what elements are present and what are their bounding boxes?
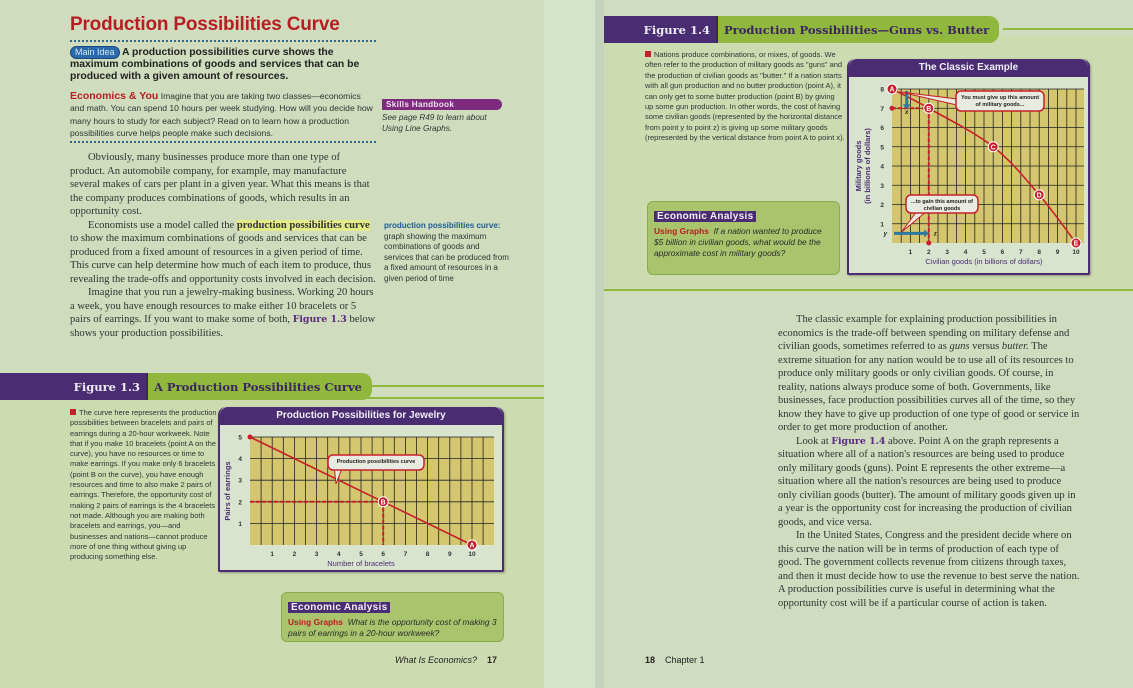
x-tick-label: 10 <box>1072 249 1080 256</box>
x-tick-label: 1 <box>908 249 913 256</box>
y-tick-label: 1 <box>238 520 242 528</box>
page-number: 18 <box>645 655 656 665</box>
figure-name: A Production Possibilities Curve <box>146 373 372 400</box>
jewelry-chart <box>218 407 504 572</box>
y-tick-label: 5 <box>880 144 884 152</box>
x-tick-label: 2 <box>292 551 297 558</box>
y-axis-label: Military goods <box>854 140 863 192</box>
skills-handbook-text: See page R49 to learn about Using Line Graphs. <box>382 113 487 133</box>
paragraph: Obviously, many businesses produce more than one type of product. An automobile company, for example, may manufacture several makes of cars per plant in a given year. What this means is that the company produces combinations of goods, which results in an opportunity cost. <box>70 152 370 217</box>
bullet-square-icon <box>645 51 651 57</box>
glossary-definition: graph showing the maximum combinations of goods and services that can be produced from a fixed amount of resources in a given period of time <box>384 231 509 283</box>
key-term: production possibilities curve <box>236 219 370 231</box>
y-tick-label: 3 <box>238 477 242 485</box>
data-point-label: B <box>380 499 386 507</box>
figure-banner <box>604 16 999 43</box>
guide-origin <box>890 106 895 111</box>
chart-title: The Classic Example <box>849 59 1088 77</box>
page-footer <box>395 655 497 665</box>
text: Look at <box>796 435 832 447</box>
x-tick-label: 5 <box>982 249 986 256</box>
x-axis-label: Civilian goods (in billions of dollars) <box>925 257 1043 266</box>
y-tick-label: 5 <box>238 434 242 442</box>
economic-analysis-box <box>281 592 504 642</box>
paragraph <box>70 286 376 340</box>
caption-text: The curve here represents the production possibilities between bracelets and pairs of earrings during a 20-hour workweek. Note that if you make 10 bracelets (point A on the curve), you have no resources or time to make earrings. If you make only 6 bracelets (point B on the curve), you have enough resources and time to also make 2 pairs of earrings. Therefore, the opportunity cost of making 2 pairs of earrings is the 4 bracelets not made. Although you are making both bracelets and earrings, you—and businesses and nations—cannot produce more of one thing without giving up producing something else. <box>70 408 217 562</box>
figure-banner <box>0 373 372 400</box>
footer-title: What Is Economics? <box>395 655 478 665</box>
text: Economists use a model called the <box>88 219 237 231</box>
paragraph <box>70 219 376 287</box>
callout-text: civilian goods <box>923 206 961 212</box>
bullet-square-icon <box>70 409 76 415</box>
y-tick-label: 2 <box>880 202 884 209</box>
callout-text: ...to gain this amount of <box>910 199 974 205</box>
right-body-text <box>778 313 1080 610</box>
y-tick-label: 7 <box>880 105 884 113</box>
text: above. Point A on the graph represents a situation where all of a nation's resources are being used to produce only military goods (guns). Point E represents the other extreme—a situation where all the nation's resources are being used to produce only civilian goods (butter). The amount of military goods given up in a year is the opportunity cost for increasing the production of civilian goods, and vice versa. <box>778 435 1076 528</box>
guide-origin <box>926 241 931 246</box>
economics-and-you <box>70 90 375 139</box>
main-idea-badge: Main Idea <box>70 46 120 59</box>
callout-text: You must give up this amount <box>960 95 1040 101</box>
y-tick-label: 2 <box>238 499 242 507</box>
x-tick-label: 4 <box>963 249 968 256</box>
callout-text: Production possibilities curve <box>336 459 416 465</box>
data-point-label: A <box>469 542 475 550</box>
x-tick-label: 6 <box>1000 249 1005 256</box>
figure-name: Production Possibilities—Guns vs. Butter <box>716 16 999 43</box>
marker-label-y: y <box>883 231 887 238</box>
glossary-term: production possibilities curve: <box>384 221 501 230</box>
divider <box>604 289 1133 291</box>
paragraph: In the United States, Congress and the president decide where on this curve the nation will be in terms of production of each type of good. The government collects revenue from citizens through taxes, and then it must decide how to use the revenue to best serve the nation. A production possibilities curve is useful in determining what the opportunity cost will be if a particular course of action is taken. <box>778 530 1080 609</box>
figure-number: Figure 1.3 <box>0 373 146 400</box>
marker-label-z: z <box>933 231 937 238</box>
dotted-divider <box>70 141 376 143</box>
callout-text: of military goods... <box>975 102 1025 108</box>
y-tick-label: 1 <box>880 221 884 229</box>
data-point-label: E <box>1073 240 1079 248</box>
y-axis-label-sub: (in billions of dollars) <box>863 128 872 204</box>
x-tick-label: 1 <box>270 551 275 558</box>
question-text: What is the opportunity cost of making 3 pairs of earrings in a 20-hour workweek? <box>288 617 497 638</box>
x-tick-label: 3 <box>314 551 319 558</box>
economic-analysis-question <box>654 226 833 259</box>
x-axis-label: Number of bracelets <box>327 559 395 568</box>
x-tick-label: 4 <box>336 551 341 558</box>
page-number: 17 <box>487 655 498 665</box>
x-tick-label: 9 <box>447 551 452 558</box>
paragraph <box>778 435 1080 530</box>
callout-box <box>956 91 1044 111</box>
x-tick-label: 5 <box>359 551 363 558</box>
using-graphs-label: Using Graphs <box>654 226 709 236</box>
curve-endpoint <box>248 435 253 440</box>
data-point-label: B <box>926 105 932 113</box>
economic-analysis-box <box>647 201 840 275</box>
y-tick-label: 4 <box>238 456 242 464</box>
book-gutter <box>595 0 604 688</box>
caption-text: Nations produce combinations, or mixes, of goods. We often refer to the production of military goods as "guns" and the production of civilian goods as "butter." If a nation starts with all gun production and no butter production (point A), it can only get to some butter production (point B) by giving up some gun production. In other words, the cost of having some civilian goods (represented by the horizontal distance from point y to point z) is giving up some military goods (represented by the vertical distance from point A to point x). <box>645 50 845 143</box>
x-tick-label: 8 <box>425 551 430 558</box>
economic-analysis-header: Economic Analysis <box>654 211 756 222</box>
skills-handbook-label: Skills Handbook <box>382 99 502 110</box>
x-tick-label: 6 <box>381 551 386 558</box>
text: below shows your production possibilities. <box>70 314 376 339</box>
economics-and-you-text: Imagine that you are taking two classes—economics and math. You can spend 10 hours per week studying. How will you decide how many hours to study for each subject? Read on to learn how a production possibilities curve helps people make such decisions. <box>70 91 373 138</box>
left-body-text <box>70 151 376 340</box>
section-title: Production Possibilities Curve <box>70 14 340 35</box>
classic-chart-svg <box>849 77 1088 273</box>
x-tick-label: 9 <box>1055 249 1060 256</box>
data-point-label: D <box>1036 192 1042 200</box>
x-tick-label: 10 <box>468 551 476 558</box>
figure-caption <box>70 408 220 562</box>
figure-caption <box>645 50 845 144</box>
x-tick-label: 8 <box>1037 249 1042 256</box>
italic-term: guns <box>949 341 970 352</box>
y-axis-label: Pairs of earrings <box>223 461 232 521</box>
figure-reference-link[interactable]: Figure 1.4 <box>831 435 886 447</box>
paragraph <box>778 313 1080 435</box>
page-footer <box>645 655 705 665</box>
page-margin <box>544 0 595 688</box>
using-graphs-label: Using Graphs <box>288 617 343 627</box>
x-tick-label: 7 <box>1018 249 1023 256</box>
text: The classic example for explaining production possibilities in economics is the trade-off between spending on military defense and civilian goods, sometimes referred to as <box>778 314 1070 352</box>
footer-title: Chapter 1 <box>665 655 705 665</box>
classic-example-chart <box>847 59 1090 275</box>
main-idea <box>70 46 370 83</box>
economic-analysis-header: Economic Analysis <box>288 602 390 613</box>
x-tick-label: 2 <box>926 249 931 256</box>
marker-label-x: x <box>905 110 909 117</box>
y-tick-label: 3 <box>880 182 884 190</box>
figure-number: Figure 1.4 <box>604 16 716 43</box>
figure-reference-link[interactable]: Figure 1.3 <box>292 314 347 325</box>
text: The extreme situation for any nation would be to use all of its resources to produce only military goods or only civilian goods. Of course, in reality, nations always produce some of both. Governments, like businesses, face production possibilities curves all of the time, so they know they have to give up production of one type of good or service in order to get more production of another. <box>778 341 1080 433</box>
question-text: If a nation wanted to produce $5 billion in civilian goods, what would be the approximate cost in military goods? <box>654 226 822 258</box>
text: versus <box>969 341 1002 352</box>
economics-and-you-label: Economics & You <box>70 90 159 102</box>
y-tick-label: 8 <box>880 86 884 94</box>
text: Imagine that you run a jewelry-making business. Working 20 hours a week, you have enough resources to make either 10 bracelets or 5 pairs of earrings. If you want to make some of both, <box>70 287 374 325</box>
italic-term: butter. <box>1001 341 1029 352</box>
glossary-entry <box>384 221 509 285</box>
data-point-label: C <box>990 144 996 152</box>
skills-handbook <box>382 99 502 134</box>
divider <box>1003 28 1133 30</box>
x-tick-label: 7 <box>403 551 408 558</box>
divider <box>369 385 544 387</box>
main-idea-text: A production possibilities curve shows the maximum combinations of goods and services that can be produced with a given amount of resources. <box>70 47 360 82</box>
data-point-label: A <box>889 86 895 94</box>
economic-analysis-question <box>288 617 497 639</box>
text: to show the maximum combinations of goods and services that can be produced from a fixed amount of resources in a given period of time. This curve can help determine how much of each item to produce, thus revealing the trade-offs and opportunity costs involved in each decision. <box>70 233 376 285</box>
x-tick-label: 3 <box>945 249 950 256</box>
dotted-divider <box>70 40 376 42</box>
jewelry-chart-svg <box>220 425 502 570</box>
chart-title: Production Possibilities for Jewelry <box>220 407 502 425</box>
y-tick-label: 6 <box>880 125 884 132</box>
y-tick-label: 4 <box>880 163 884 171</box>
